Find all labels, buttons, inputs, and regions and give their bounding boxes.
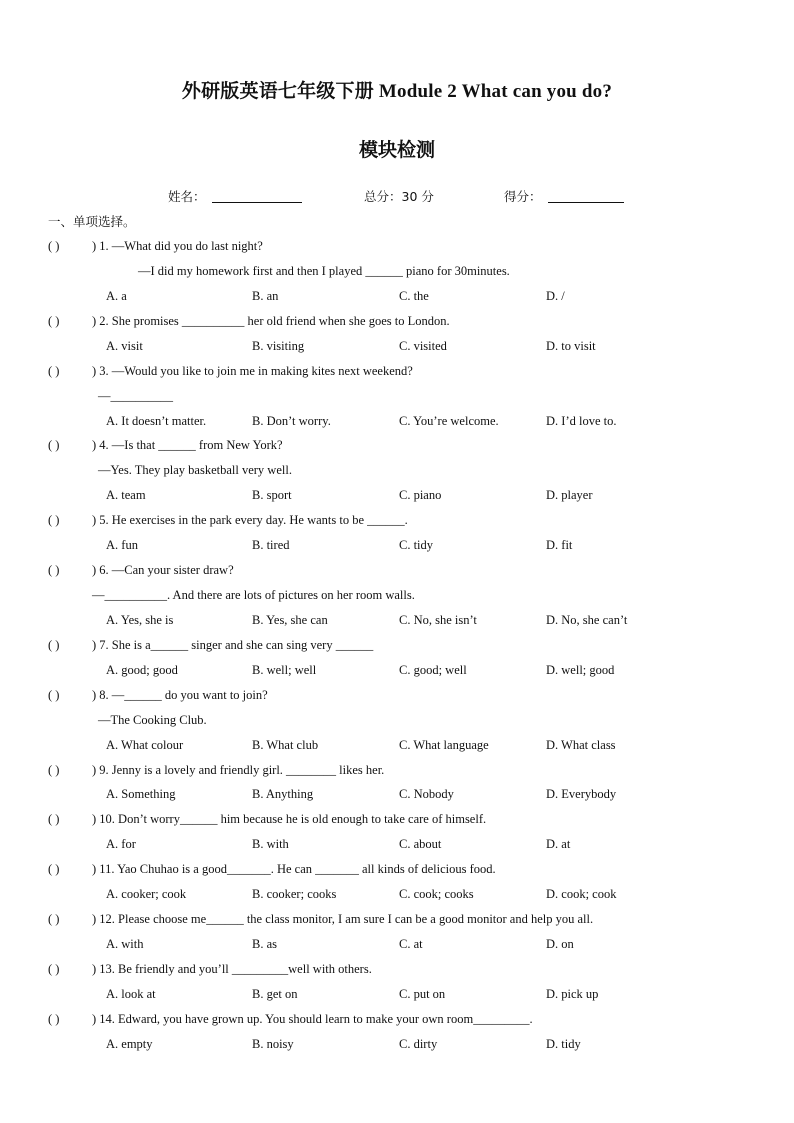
answer-option: D. fit (546, 538, 573, 553)
question-text: ) 2. She promises __________ her old friend when she goes to London. (92, 313, 450, 328)
answer-option: D. I’d love to. (546, 413, 617, 428)
answer-option: A. visit (106, 338, 143, 353)
answer-blank: ( ) (48, 363, 60, 378)
page-title: 外研版英语七年级下册 Module 2 What can you do? (181, 81, 613, 102)
answer-option: A. What colour (106, 737, 184, 752)
answer-option: A. with (106, 937, 144, 952)
answer-option: A. Yes, she is (106, 612, 174, 627)
answer-option: A. fun (106, 538, 138, 553)
answer-blank: ( ) (48, 313, 60, 328)
section-title: 一、单项选择。 (48, 214, 136, 229)
answer-option: C. No, she isn’t (399, 612, 477, 627)
answer-option: C. about (399, 837, 442, 852)
question-text: ) 14. Edward, you have grown up. You should learn to make your own room_________. (92, 1011, 533, 1026)
question-text: ) 4. —Is that ______ from New York? (92, 438, 283, 453)
answer-option: B. get on (252, 986, 298, 1001)
answer-blank: ( ) (48, 637, 60, 652)
answer-option: C. What language (399, 737, 489, 752)
answer-option: A. a (106, 288, 127, 303)
answer-option: C. the (399, 288, 429, 303)
question-text: ) 7. She is a______ singer and she can sing very ______ (92, 637, 374, 652)
question-text: ) 5. He exercises in the park every day. He wants to be ______. (92, 513, 408, 528)
answer-option: D. well; good (546, 662, 615, 677)
question-text: ) 6. —Can your sister draw? (92, 563, 234, 578)
answer-option: A. for (106, 837, 136, 852)
answer-option: B. Yes, she can (252, 612, 328, 627)
dialogue-line: —__________ (98, 388, 173, 403)
answer-option: C. put on (399, 986, 446, 1001)
question-text: ) 9. Jenny is a lovely and friendly girl. ________ likes her. (92, 762, 385, 777)
answer-blank: ( ) (48, 812, 60, 827)
question-text: ) 11. Yao Chuhao is a good_______. He can _______ all kinds of delicious food. (92, 862, 496, 877)
answer-option: C. tidy (399, 538, 434, 553)
answer-option: D. cook; cook (546, 887, 617, 902)
answer-blank: ( ) (48, 513, 60, 528)
answer-option: A. cooker; cook (106, 887, 187, 902)
answer-blank: ( ) (48, 239, 60, 253)
answer-blank: ( ) (48, 961, 60, 976)
score-label: 得分： (504, 189, 542, 204)
answer-option: C. good; well (399, 662, 467, 677)
question-text: ) 3. —Would you like to join me in making kites next weekend? (92, 363, 413, 378)
answer-option: B. with (252, 837, 289, 852)
dialogue-line: —__________. And there are lots of pictures on her room walls. (92, 588, 415, 603)
answer-option: D. Everybody (546, 787, 617, 802)
answer-option: B. as (252, 937, 277, 952)
answer-blank: ( ) (48, 687, 60, 702)
answer-option: D. pick up (546, 986, 599, 1001)
question-text: ) 10. Don’t worry______ him because he is old enough to take care of himself. (92, 812, 487, 827)
answer-option: D. tidy (546, 1036, 581, 1051)
answer-blank: ( ) (48, 1011, 60, 1026)
answer-option: D. to visit (546, 338, 596, 353)
answer-blank: ( ) (48, 862, 60, 877)
dialogue-line: —The Cooking Club. (98, 712, 207, 727)
info-row (0, 187, 794, 207)
question-text: ) 12. Please choose me______ the class monitor, I am sure I can be a good monitor and help you all. (92, 912, 594, 927)
answer-option: A. team (106, 488, 146, 503)
answer-option: A. Something (106, 787, 176, 802)
question-text: ) 8. —______ do you want to join? (92, 687, 268, 702)
answer-option: C. visited (399, 338, 447, 353)
answer-blank: ( ) (48, 912, 60, 927)
answer-option: D. on (546, 937, 574, 952)
answer-option: B. sport (252, 488, 292, 503)
name-label: 姓名： (168, 189, 206, 204)
dialogue-line: —I did my homework first and then I played ______ piano for 30minutes. (138, 263, 510, 278)
page-subtitle: 模块检测 (358, 139, 435, 161)
answer-option: D. / (546, 288, 565, 303)
answer-option: B. visiting (252, 338, 305, 353)
answer-option: A. good; good (106, 662, 178, 677)
answer-option: D. player (546, 488, 593, 503)
answer-option: C. Nobody (399, 787, 454, 802)
answer-option: B. cooker; cooks (252, 887, 337, 902)
answer-option: D. No, she can’t (546, 612, 628, 627)
answer-option: B. noisy (252, 1036, 294, 1051)
answer-option: C. dirty (399, 1036, 438, 1051)
answer-option: B. Anything (252, 787, 314, 802)
name-blank (212, 189, 302, 203)
answer-option: A. empty (106, 1036, 153, 1051)
answer-blank: ( ) (48, 438, 60, 453)
answer-option: A. It doesn’t matter. (106, 413, 207, 428)
question-text: ) 1. —What did you do last night? (92, 239, 263, 253)
answer-option: C. piano (399, 488, 442, 503)
answer-option: C. cook; cooks (399, 887, 474, 902)
answer-option: D. at (546, 837, 571, 852)
dialogue-line: —Yes. They play basketball very well. (98, 463, 292, 478)
answer-option: B. tired (252, 538, 290, 553)
answer-option: B. Don’t worry. (252, 413, 331, 428)
total-label: 总分：30 分 (364, 189, 434, 204)
answer-option: B. well; well (252, 662, 317, 677)
answer-option: B. What club (252, 737, 319, 752)
score-blank (548, 189, 624, 203)
answer-option: D. What class (546, 737, 616, 752)
answer-option: C. You’re welcome. (399, 413, 499, 428)
answer-option: C. at (399, 937, 423, 952)
answer-blank: ( ) (48, 563, 60, 578)
answer-option: A. look at (106, 986, 156, 1001)
question-text: ) 13. Be friendly and you’ll _________well with others. (92, 961, 372, 976)
answer-option: B. an (252, 288, 279, 303)
answer-blank: ( ) (48, 762, 60, 777)
